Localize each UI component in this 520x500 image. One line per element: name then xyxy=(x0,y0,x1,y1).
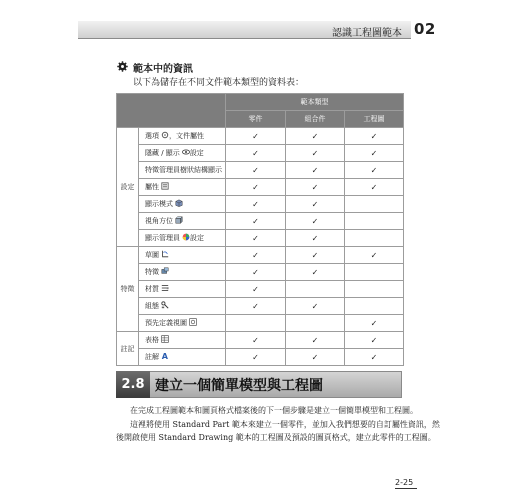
item-label: 隱藏 / 顯示 xyxy=(145,149,180,157)
page-number-underline xyxy=(395,488,417,489)
item-label: 屬性 xyxy=(145,183,159,191)
predefined-view-icon xyxy=(187,319,197,327)
item-label: 預先定義視圖 xyxy=(145,319,187,327)
table-row xyxy=(117,264,404,281)
check-mark-icon: ✓ xyxy=(311,233,319,243)
check-cell xyxy=(226,128,286,145)
eye-icon xyxy=(180,149,190,157)
item-suffix: 設定 xyxy=(189,149,204,157)
intro-text: 以下為儲存在不同文件範本類型的資料表： xyxy=(133,78,305,88)
table-row xyxy=(117,247,404,264)
material-icon xyxy=(159,285,169,293)
item-label: 特徵管理員樹狀結構顯示 xyxy=(145,166,222,174)
check-cell xyxy=(345,196,404,213)
check-cell xyxy=(226,247,286,264)
check-cell xyxy=(286,230,345,247)
gear-icon xyxy=(159,132,169,140)
check-cell xyxy=(226,196,286,213)
item-label: 顯示模式 xyxy=(145,200,173,208)
category-label: 特徵 xyxy=(117,247,139,332)
item-label: 組態 xyxy=(145,302,159,310)
table-row xyxy=(117,213,404,230)
check-mark-icon: ✓ xyxy=(311,301,319,311)
sketch-icon xyxy=(159,251,169,259)
check-cell xyxy=(226,162,286,179)
paragraph-2-line-1: 這裡將使用 Standard Part 範本來建立一個零件，並加入我們想要的自訂屬性資訊，然 xyxy=(130,420,440,429)
check-cell xyxy=(286,145,345,162)
paragraph-1: 在完成工程圖範本和圖頁格式檔案後的下一個步驟是建立一個簡單模型和工程圖。 xyxy=(130,406,418,415)
gear-bullet-icon xyxy=(117,61,128,72)
properties-icon xyxy=(159,183,169,191)
check-mark-icon: ✓ xyxy=(252,352,259,362)
check-cell xyxy=(286,349,345,366)
paragraph-2-line-2: 後開啟使用 Standard Drawing 範本的工程圖及預設的圖頁格式，建立此零件的工程圖。 xyxy=(116,433,436,442)
check-mark-icon: ✓ xyxy=(311,335,319,345)
check-mark-icon: ✓ xyxy=(370,335,378,345)
check-cell xyxy=(345,281,404,298)
item-cell xyxy=(139,281,226,298)
check-cell xyxy=(226,179,286,196)
table-row xyxy=(117,179,404,196)
check-mark-icon: ✓ xyxy=(252,165,259,175)
table-row xyxy=(117,281,404,298)
check-cell xyxy=(345,247,404,264)
template-info-table xyxy=(116,93,404,366)
check-mark-icon: ✓ xyxy=(370,352,378,362)
item-cell xyxy=(139,230,226,247)
check-mark-icon: ✓ xyxy=(252,131,259,141)
check-cell xyxy=(226,145,286,162)
section-number: 2.8 xyxy=(116,371,150,398)
check-mark-icon: ✓ xyxy=(311,148,319,158)
check-mark-icon: ✓ xyxy=(252,250,259,260)
category-label: 註記 xyxy=(117,332,139,366)
check-cell xyxy=(345,332,404,349)
check-cell xyxy=(345,315,404,332)
table-row xyxy=(117,145,404,162)
table-row xyxy=(117,162,404,179)
item-cell xyxy=(139,213,226,230)
check-cell xyxy=(286,162,345,179)
check-mark-icon: ✓ xyxy=(311,165,319,175)
check-cell xyxy=(226,298,286,315)
item-cell xyxy=(139,298,226,315)
table-row xyxy=(117,349,404,366)
header-title: 認識工程圖範本 xyxy=(332,28,402,39)
table-icon xyxy=(159,336,169,344)
check-cell xyxy=(286,179,345,196)
section-heading: 建立一個簡單模型與工程圖 xyxy=(155,378,323,394)
check-mark-icon: ✓ xyxy=(311,352,319,362)
check-cell xyxy=(345,145,404,162)
check-mark-icon: ✓ xyxy=(311,267,319,277)
table-row xyxy=(117,196,404,213)
check-mark-icon: ✓ xyxy=(311,250,319,260)
feature-icon xyxy=(159,268,169,276)
cube-icon xyxy=(173,200,183,208)
check-cell xyxy=(286,196,345,213)
category-label: 設定 xyxy=(117,128,139,247)
check-mark-icon: ✓ xyxy=(252,199,259,209)
item-cell xyxy=(139,162,226,179)
check-cell xyxy=(286,315,345,332)
annotation-icon xyxy=(159,353,169,361)
item-label: 表格 xyxy=(145,336,159,344)
section-title: 範本中的資訊 xyxy=(133,64,193,75)
check-mark-icon: ✓ xyxy=(252,301,259,311)
item-cell xyxy=(139,179,226,196)
item-label: 草圖 xyxy=(145,251,159,259)
item-cell xyxy=(139,128,226,145)
check-cell xyxy=(226,213,286,230)
check-cell xyxy=(226,230,286,247)
item-label: 顯示管理員 xyxy=(145,234,180,242)
check-cell xyxy=(345,349,404,366)
item-cell xyxy=(139,315,226,332)
check-cell xyxy=(345,264,404,281)
check-mark-icon: ✓ xyxy=(252,148,259,158)
check-cell xyxy=(345,162,404,179)
item-label: 特徵 xyxy=(145,268,159,276)
check-cell xyxy=(226,281,286,298)
check-cell xyxy=(345,230,404,247)
check-mark-icon: ✓ xyxy=(311,131,319,141)
check-cell xyxy=(345,179,404,196)
table-row xyxy=(117,332,404,349)
table-row xyxy=(117,298,404,315)
chapter-number: 02 xyxy=(414,20,436,38)
check-mark-icon: ✓ xyxy=(311,216,319,226)
table-row xyxy=(117,315,404,332)
item-label: 註解 xyxy=(145,353,159,361)
check-mark-icon: ✓ xyxy=(311,182,319,192)
check-mark-icon: ✓ xyxy=(370,148,378,158)
column-header-assembly: 組合件 xyxy=(286,111,345,128)
check-mark-icon: ✓ xyxy=(252,335,259,345)
table-group-header: 範本類型 xyxy=(226,94,404,111)
item-cell xyxy=(139,349,226,366)
item-cell xyxy=(139,332,226,349)
check-cell xyxy=(226,349,286,366)
item-cell xyxy=(139,247,226,264)
table-row xyxy=(117,230,404,247)
item-cell xyxy=(139,196,226,213)
table-corner-header xyxy=(117,94,226,128)
check-cell xyxy=(286,128,345,145)
table-row xyxy=(117,128,404,145)
check-mark-icon: ✓ xyxy=(370,165,378,175)
column-header-part: 零件 xyxy=(226,111,286,128)
page-number: 2-25 xyxy=(395,478,414,487)
check-cell xyxy=(286,281,345,298)
view-orientation-icon xyxy=(173,217,183,225)
check-cell xyxy=(345,128,404,145)
column-header-drawing: 工程圖 xyxy=(345,111,404,128)
check-mark-icon: ✓ xyxy=(252,182,259,192)
check-mark-icon: ✓ xyxy=(370,250,378,260)
item-label: 視角方位 xyxy=(145,217,173,225)
svg-text:A: A xyxy=(161,352,169,360)
item-label: 選項 xyxy=(145,132,159,140)
check-mark-icon: ✓ xyxy=(252,284,259,294)
check-mark-icon: ✓ xyxy=(311,199,319,209)
check-cell xyxy=(286,247,345,264)
check-cell xyxy=(286,332,345,349)
check-cell xyxy=(286,264,345,281)
item-cell xyxy=(139,264,226,281)
item-label: 材質 xyxy=(145,285,159,293)
configuration-icon xyxy=(159,302,169,310)
check-cell xyxy=(286,298,345,315)
check-mark-icon: ✓ xyxy=(370,182,378,192)
check-cell xyxy=(345,298,404,315)
check-cell xyxy=(226,264,286,281)
check-mark-icon: ✓ xyxy=(252,216,259,226)
check-cell xyxy=(226,315,286,332)
item-suffix: 設定 xyxy=(190,234,204,242)
item-suffix: ，文件屬性 xyxy=(169,132,204,140)
check-cell xyxy=(226,332,286,349)
check-mark-icon: ✓ xyxy=(370,318,378,328)
check-mark-icon: ✓ xyxy=(252,267,259,277)
check-cell xyxy=(286,213,345,230)
check-cell xyxy=(345,213,404,230)
check-mark-icon: ✓ xyxy=(370,131,378,141)
color-wheel-icon xyxy=(180,234,190,242)
check-mark-icon: ✓ xyxy=(252,233,259,243)
item-cell xyxy=(139,145,226,162)
